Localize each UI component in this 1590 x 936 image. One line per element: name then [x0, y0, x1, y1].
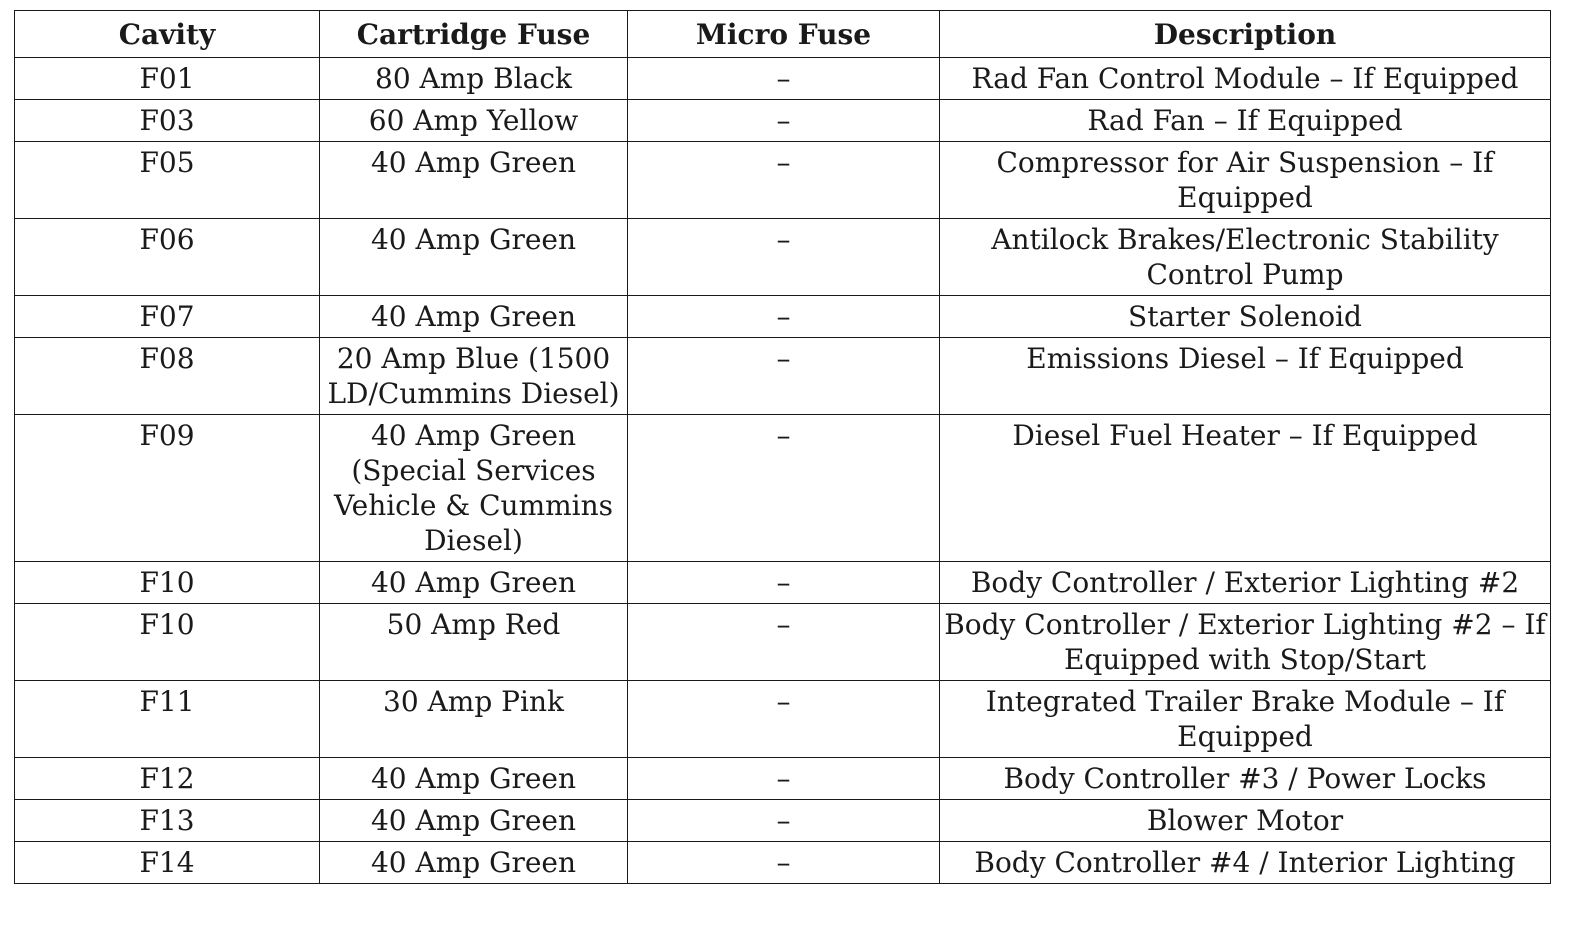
micro-fuse-cell: – [628, 58, 940, 100]
micro-fuse-cell: – [628, 681, 940, 758]
micro-fuse-cell: – [628, 338, 940, 415]
table-row [15, 681, 1551, 758]
cavity-cell: F13 [15, 800, 320, 842]
description-cell: Emissions Diesel – If Equipped [940, 338, 1551, 415]
header-description: Description [940, 11, 1551, 58]
cartridge-fuse-cell: 40 Amp Green [320, 219, 628, 296]
cavity-cell: F05 [15, 142, 320, 219]
table-row [15, 100, 1551, 142]
header-row [15, 11, 1551, 58]
table-row [15, 142, 1551, 219]
cavity-cell: F03 [15, 100, 320, 142]
cartridge-fuse-cell: 40 Amp Green (Special Services Vehicle & Cummins Diesel) [320, 415, 628, 562]
header-cavity: Cavity [15, 11, 320, 58]
table-row [15, 758, 1551, 800]
table-row [15, 296, 1551, 338]
table-row [15, 58, 1551, 100]
micro-fuse-cell: – [628, 219, 940, 296]
cartridge-fuse-cell: 40 Amp Green [320, 296, 628, 338]
micro-fuse-cell: – [628, 562, 940, 604]
micro-fuse-cell: – [628, 758, 940, 800]
cavity-cell: F09 [15, 415, 320, 562]
table-row [15, 338, 1551, 415]
description-cell: Diesel Fuel Heater – If Equipped [940, 415, 1551, 562]
cavity-cell: F08 [15, 338, 320, 415]
cartridge-fuse-cell: 60 Amp Yellow [320, 100, 628, 142]
micro-fuse-cell: – [628, 296, 940, 338]
micro-fuse-cell: – [628, 800, 940, 842]
description-cell: Body Controller #4 / Interior Lighting [940, 842, 1551, 884]
description-cell: Integrated Trailer Brake Module – If Equipped [940, 681, 1551, 758]
cavity-cell: F10 [15, 604, 320, 681]
table-row [15, 562, 1551, 604]
description-cell: Antilock Brakes/Electronic Stability Control Pump [940, 219, 1551, 296]
micro-fuse-cell: – [628, 415, 940, 562]
cartridge-fuse-cell: 40 Amp Green [320, 142, 628, 219]
cartridge-fuse-cell: 30 Amp Pink [320, 681, 628, 758]
table-row [15, 415, 1551, 562]
cartridge-fuse-cell: 40 Amp Green [320, 842, 628, 884]
micro-fuse-cell: – [628, 100, 940, 142]
cartridge-fuse-cell: 20 Amp Blue (1500 LD/Cummins Diesel) [320, 338, 628, 415]
description-cell: Rad Fan – If Equipped [940, 100, 1551, 142]
micro-fuse-cell: – [628, 604, 940, 681]
description-cell: Compressor for Air Suspension – If Equipped [940, 142, 1551, 219]
description-cell: Rad Fan Control Module – If Equipped [940, 58, 1551, 100]
header-cartridge-fuse: Cartridge Fuse [320, 11, 628, 58]
cavity-cell: F01 [15, 58, 320, 100]
table-row [15, 604, 1551, 681]
table-body [15, 58, 1551, 884]
description-cell: Starter Solenoid [940, 296, 1551, 338]
cartridge-fuse-cell: 40 Amp Green [320, 800, 628, 842]
description-cell: Body Controller / Exterior Lighting #2 – If Equipped with Stop/Start [940, 604, 1551, 681]
description-cell: Body Controller / Exterior Lighting #2 [940, 562, 1551, 604]
micro-fuse-cell: – [628, 142, 940, 219]
header-micro-fuse: Micro Fuse [628, 11, 940, 58]
table-row [15, 800, 1551, 842]
description-cell: Body Controller #3 / Power Locks [940, 758, 1551, 800]
table-row [15, 219, 1551, 296]
cavity-cell: F14 [15, 842, 320, 884]
cavity-cell: F11 [15, 681, 320, 758]
cavity-cell: F07 [15, 296, 320, 338]
fuse-table [14, 10, 1551, 884]
cavity-cell: F12 [15, 758, 320, 800]
cartridge-fuse-cell: 40 Amp Green [320, 562, 628, 604]
table-row [15, 842, 1551, 884]
cartridge-fuse-cell: 80 Amp Black [320, 58, 628, 100]
table-header [15, 11, 1551, 58]
cartridge-fuse-cell: 50 Amp Red [320, 604, 628, 681]
cartridge-fuse-cell: 40 Amp Green [320, 758, 628, 800]
cavity-cell: F10 [15, 562, 320, 604]
micro-fuse-cell: – [628, 842, 940, 884]
cavity-cell: F06 [15, 219, 320, 296]
description-cell: Blower Motor [940, 800, 1551, 842]
